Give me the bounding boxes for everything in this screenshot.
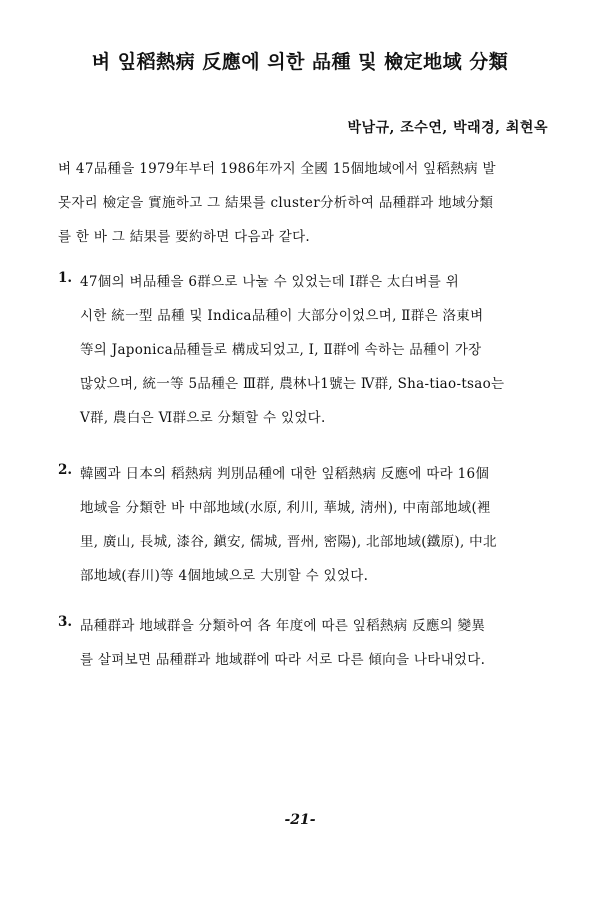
section-line: 等의 Japonica品種들로 構成되었고, Ⅰ, Ⅱ群에 속하는 品種이 가장 <box>80 342 482 358</box>
section-line: 地域을 分類한 바 中部地域(水原, 利川, 華城, 淸州), 中南部地域(裡 <box>80 500 491 516</box>
page-number: -21- <box>284 812 316 828</box>
paper-title: 벼 잎稻熱病 反應에 의한 品種 및 檢定地域 分類 <box>91 51 509 73</box>
section-line: 韓國과 日本의 稻熱病 判別品種에 대한 잎稻熱病 反應에 따라 16個 <box>80 466 490 482</box>
author-list: 박남규, 조수연, 박래경, 최현옥 <box>347 120 548 136</box>
intro-line: 못자리 檢定을 實施하고 그 結果를 cluster分析하여 品種群과 地域分類 <box>58 195 494 211</box>
section-line: 部地域(春川)等 4個地域으로 大別할 수 있었다. <box>80 568 369 584</box>
section-line: 시한 統一型 品種 및 Indica品種이 大部分이었으며, Ⅱ群은 洛東벼 <box>80 308 484 324</box>
section-line: 里, 廣山, 長城, 漆谷, 鎭安, 儒城, 晋州, 密陽), 北部地域(鐵原), 中北 <box>80 534 497 550</box>
section-number: 2. <box>58 462 73 478</box>
section-line: 많았으며, 統一等 5品種은 Ⅲ群, 農林나1號는 Ⅳ群, Sha-tiao-tsao는 <box>80 376 505 392</box>
section-2 <box>58 462 553 598</box>
intro-line: 를 한 바 그 結果를 要約하면 다음과 같다. <box>58 229 311 245</box>
section-line: 品種群과 地域群을 分類하여 各 年度에 따른 잎稻熱病 反應의 變異 <box>80 618 486 634</box>
section-number: 1. <box>58 270 73 286</box>
section-1 <box>58 270 553 440</box>
intro-paragraph <box>58 157 553 259</box>
intro-line: 벼 47品種을 1979年부터 1986年까지 全國 15個地域에서 잎稻熱病 발 <box>58 161 496 177</box>
section-line: 를 살펴보면 品種群과 地域群에 따라 서로 다른 傾向을 나타내었다. <box>80 652 486 668</box>
section-line: Ⅴ群, 農白은 Ⅵ群으로 分類할 수 있었다. <box>80 410 326 426</box>
section-number: 3. <box>58 614 73 630</box>
section-3 <box>58 614 553 682</box>
section-line: 47個의 벼品種을 6群으로 나눌 수 있었는데 Ⅰ群은 太白벼를 위 <box>80 274 460 290</box>
